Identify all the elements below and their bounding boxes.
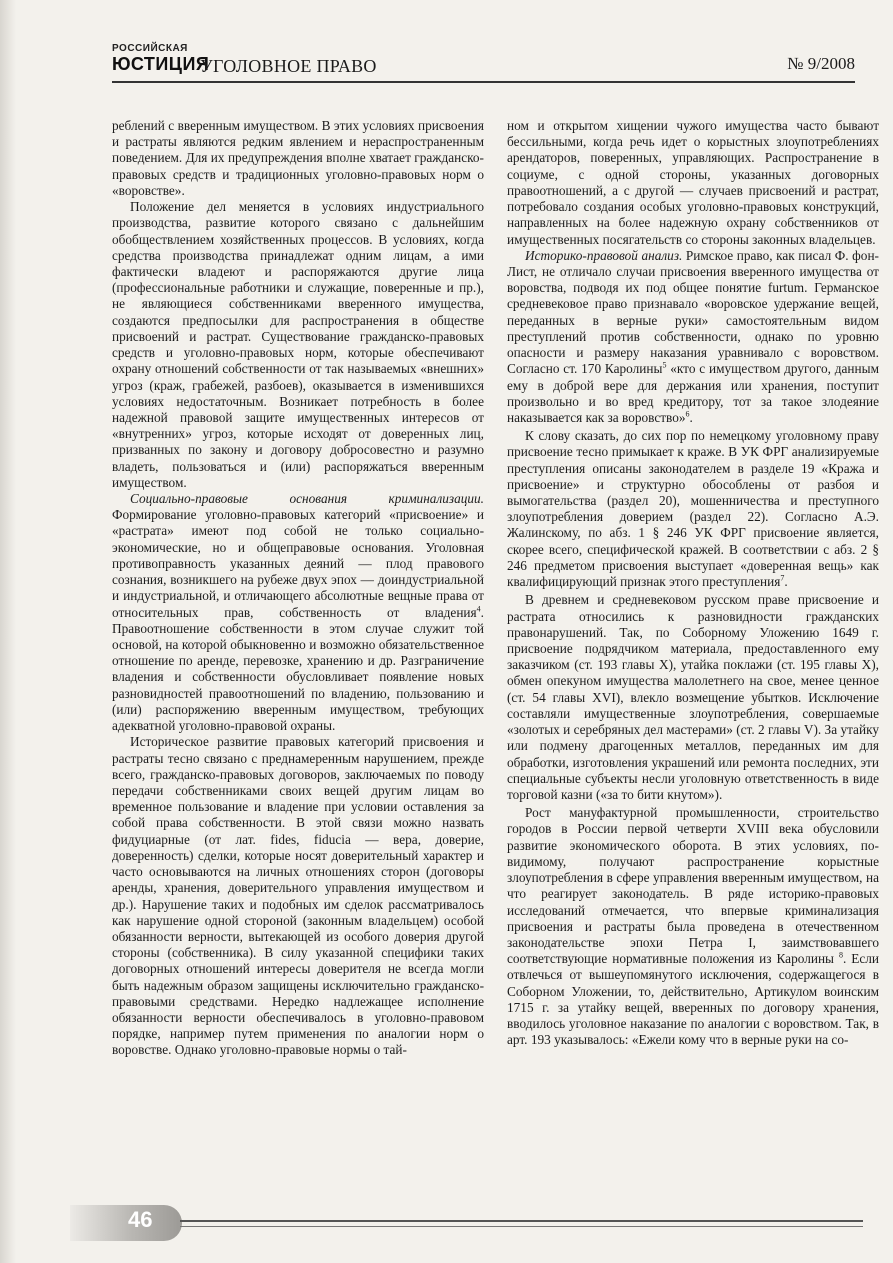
paragraph: Положение дел меняется в условиях индустриального производства, развитие которого связано с дальнейшим обобществлением хозяйственных процессов. В условиях, когда средства производства принадлежат одним лицам, а ими фактически владеют и распоряжаются другие лица (профессиональные работники и служащие, поверенные и пр.), не являющиеся собственниками вверенного имущества, создаются предпосылки для распространения в обществе присвоений и растрат. Существование гражданско-правовых средств и уголовно-правовых норм, которые обеспечивают охрану отношений собственности от так называемых «внешних» угроз (краж, грабежей, разбоев), оказывается в изменившихся условиях недостаточным. Возникает потребность в более надежной правовой защите имущественных интересов от «внутренних» угроз, которые исходят от доверенных лиц, призванных по закону и договору добросовестно и разумно владеть, пользоваться и (или) распоряжаться вверенным имуществом. [112, 199, 484, 490]
journal-logo [112, 44, 209, 73]
header-divider [112, 81, 855, 83]
footer-divider [180, 1220, 863, 1222]
paragraph: реблений с вверенным имуществом. В этих условиях присвоения и растраты являются редким явлением и нераспространенным поведением. Для их предупреждения вполне хватает гражданско-правовых средств и традиционных уголовно-правовых норм о «воровстве». [112, 118, 484, 198]
page-number-tab [70, 1205, 182, 1241]
paragraph: Историко-правовой анализ. Римское право, как писал Ф. фон-Лист, не отличало случаи присвоения вверенного имущества от воровства, подводя их под общее понятие furtum. Германское средневековое право признавало «воровское удержание вещей, переданных в верные руки» самостоятельным видом преступлений против собственности, однако по уровню опасности и размеру наказания уравнивало с воровством. Согласно ст. 170 Каролины$^5$ «кто с имуществом другого, данным ему в доброй вере для держания или хранения, поступит произвольно и во вред кредитору, тот за такое злодеяние наказывается как за воровство»$^6$. [507, 247, 879, 425]
left-column [112, 118, 484, 1059]
paragraph: Историческое развитие правовых категорий присвоения и растраты тесно связано с преднамеренным нарушением, прежде всего, гражданско-правовых договоров, заключаемых по поводу передачи собственниками своих вещей другим лицам во временное пользование и владение при условии оставления за собой права собственности. В этой связи можно назвать фидуциарные (от лат. fides, fiducia — вера, доверие, доверенность) сделки, которые носят доверительный характер и часто основываются на личных отношениях сторон (договоры аренды, хранения, доверительного управления имуществом и др.). Нарушение таких и подобных им сделок рассматривалось как нарушение одной стороной (законным владельцем) особой обязанности верности, вытекающей из особого доверия другой стороны (собственника). В силу указанной специфики таких договорных отношений интересы доверителя не всегда могли быть надежным образом защищены исключительно гражданско-правовыми средствами. Нередко надлежащее исполнение обязанности верности обеспечивалось в уголовно-правовом порядке, например путем применения по аналогии норм о воровстве. Однако уголовно-правовые нормы о тай- [112, 734, 484, 1058]
section-title: УГОЛОВНОЕ ПРАВО [200, 56, 377, 76]
paragraph: Рост мануфактурной промышленности, строительство городов в России первой четверти XVIII века обусловили развитие экономического оборота. В этих условиях, по-видимому, получают распространение корыстные злоупотребления в сфере управления вверенным имуществом, на что реагирует законодатель. В ряде историко-правовых исследований отмечается, что впервые криминализация присвоения и растраты была проведена в отечественном законодательстве эпохи Петра I, заимствовавшего соответствующие нормативные положения из Каролины $^8$. Если отвлечься от вышеупомянутого исключения, содержащегося в Соборном Уложении, то, действительно, Артикулом воинским 1715 г. за утайку вещей, вверенных по договору хранения, вводилось уголовное наказание по аналогии с воровством. Так, в арт. 193 указывалось: «Ежели кому что в верные руки на со- [507, 805, 879, 1048]
right-column [507, 118, 879, 1048]
paragraph: Социально-правовые основания криминализации. Формирование уголовно-правовых категорий «присвоение» и «растрата» имеют под собой не только социально-экономические, но и общеправовые основания. Уголовная противоправность указанных деяний — плод правового сознания, возникшего на рубеже двух эпох — доиндустриальной и индустриальной, и отличающего абсолютные вещные права от относительных прав, собственность от владения$^4$. Правоотношение собственности в этом случае служит той основой, на которой обыкновенно и возможно обязательственное отношение по аренде, перевозке, хранению и др. Разграничение владения и собственности обусловливает появление новых разновидностей правоотношений по владению, пользованию и (или) распоряжению вверенным имуществом, требующих адекватной уголовно-правовой охраны. [112, 491, 484, 734]
logo-bottom-line: ЮСТИЦИЯ [112, 54, 210, 74]
paragraph: К слову сказать, до сих пор по немецкому уголовному праву присвоение тесно примыкает к краже. В УК ФРГ анализируемые преступления описаны законодателем в разделе 19 «Кража и присвоение» и структурно обособлены от разбоя и вымогательства (раздел 20), мошенничества и преступного злоупотребления доверием (раздел 22). Согласно А.Э. Жалинскому, по абз. 1 § 246 УК ФРГ присвоение является, скорее всего, специфической кражей. В соответствии с абз. 2 § 246 предметом присвоения выступает «доверенная вещь» как квалифицирующий признак этого преступления$^7$. [507, 428, 879, 590]
footer-divider-thin [180, 1226, 863, 1227]
footnote-ref: 6 [685, 409, 690, 419]
footnote-ref: 8 [838, 950, 843, 960]
paragraph: В древнем и средневековом русском праве присвоение и растрата относились к разновидности гражданских правонарушений. Так, по Соборному Уложению 1649 г. присвоение подрядчиком материала, предоставленного ему заказчиком (ст. 193 главы X), утайка поклажи (ст. 195 главы X), обмен опекуном имущества малолетнего на свое, менее ценное (ст. 54 главы XVI), влекло возмещение убытков. Исключение составляли имущественные злоупотребления, совершаемые «золотых и серебряных дел мастерами» (ст. 2 главы V). За утайку или подмену драгоценных металлов, переданных им для обработки, изготовления украшений или ремонта последних, эти специальные субъекты несли уголовную ответственность в виде торговой казни («за то бити кнутом»). [507, 592, 879, 802]
footnote-ref: 7 [780, 573, 785, 583]
paragraph-lead: Историко-правовой анализ. [525, 247, 683, 263]
page-number: 46 [128, 1207, 153, 1232]
footnote-ref: 5 [662, 360, 667, 370]
footnote-ref: 4 [476, 604, 481, 614]
page-spine-shadow [0, 0, 16, 1263]
paragraph-lead: Социально-правовые основания криминализации. [130, 491, 484, 507]
paragraph: ном и открытом хищении чужого имущества часто бывают бессильными, когда речь идет о корыстных злоупотреблениях арендаторов, поверенных, управляющих. Распространение в социуме, с одной стороны, указанных договорных правоотношений, а с другой — случаев присвоений и растрат, потребовало создания особых уголовно-правовых конструкций, направленных на более надежную охрану собственников от имущественных посягательств со стороны законных владельцев. [507, 118, 879, 247]
logo-top-line: РОССИЙСКАЯ [112, 43, 188, 54]
issue-number: № 9/2008 [787, 54, 855, 73]
